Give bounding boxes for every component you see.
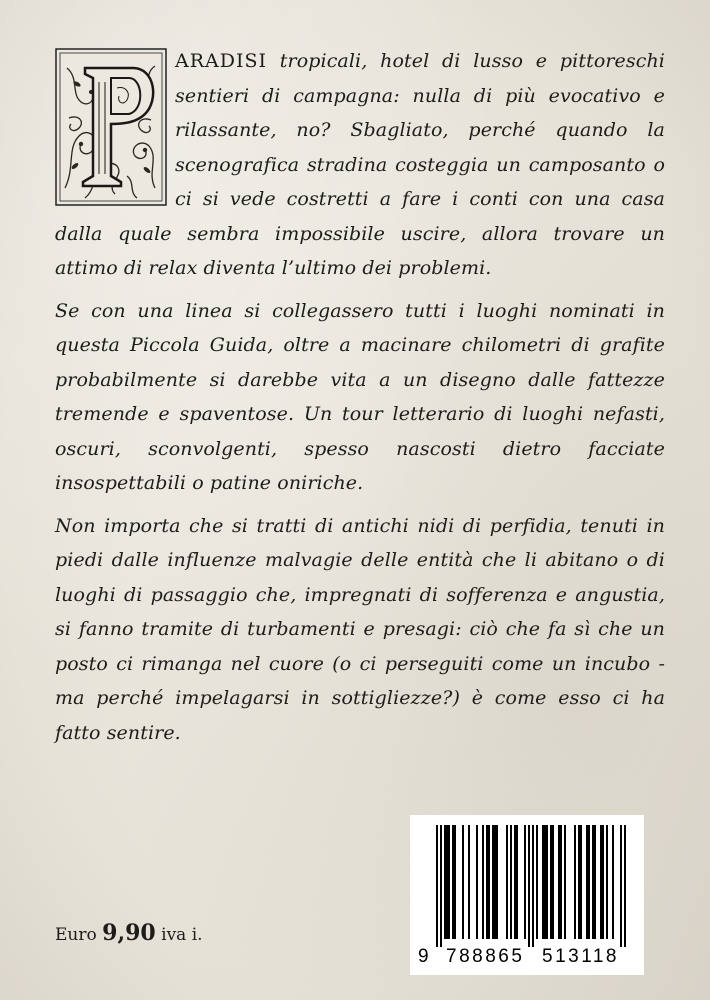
ornate-p-icon — [55, 48, 167, 206]
blurb-text — [55, 44, 665, 758]
barcode-bar — [532, 825, 534, 947]
barcode-bar — [482, 825, 484, 939]
opening-word: ARADISI — [175, 50, 268, 72]
barcode-bar — [516, 825, 518, 939]
barcode-bar — [444, 825, 446, 939]
paragraph-1 — [55, 44, 665, 286]
barcode-bar — [510, 825, 512, 939]
barcode-bar — [454, 825, 456, 939]
barcode-bar — [552, 825, 554, 939]
price-suffix: iva i. — [161, 925, 203, 945]
barcode-bar — [468, 825, 470, 939]
barcode-bar — [550, 825, 552, 939]
barcode-bar — [462, 825, 464, 939]
barcode-bar — [620, 825, 622, 947]
barcode-bar — [528, 825, 530, 947]
barcode-bar — [600, 825, 602, 939]
barcode-bar — [592, 825, 594, 939]
barcode-bar — [506, 825, 508, 939]
barcode-bar — [606, 825, 608, 939]
barcode-bar — [446, 825, 448, 939]
price-prefix: Euro — [55, 925, 97, 945]
barcode-bar — [624, 825, 626, 947]
barcode-bar — [546, 825, 548, 939]
barcode-bar — [476, 825, 478, 939]
barcode-bar — [494, 825, 496, 939]
barcode-bar — [602, 825, 604, 939]
isbn-barcode — [410, 815, 644, 975]
barcode-bar — [486, 825, 488, 939]
price-label — [55, 920, 203, 946]
barcode-bar — [524, 825, 526, 939]
price-amount: 9,90 — [102, 920, 156, 946]
paragraph-3: Non importa che si tratti di antichi nidi di perfidia, tenuti in piedi dalle influenze malvagie delle entità che li abitano o di luoghi di passaggio che, impregnati di sofferenza e angustia, si fanno tramite di turbamenti e presagi: ciò che fa sì che un posto ci rimanga nel cuore (o ci perseguiti come un incubo - ma perché impelagarsi in sottigliezze?) è come esso ci ha fatto sentire. — [55, 514, 665, 744]
barcode-bar — [586, 825, 588, 939]
drop-cap-initial — [55, 48, 167, 206]
barcode-bar — [536, 825, 538, 939]
barcode-bar — [574, 825, 576, 939]
barcode-bar — [436, 825, 438, 947]
barcode-digits — [410, 946, 644, 970]
barcode-bar — [440, 825, 442, 947]
barcode-bar — [448, 825, 450, 939]
barcode-bar — [514, 825, 516, 939]
barcode-bar — [588, 825, 590, 939]
paragraph-2: Se con una linea si collegassero tutti i luoghi nominati in questa Piccola Guida, oltre a macinare chilometri di grafite probabilmente si darebbe vita a un disegno dalle fattezze tremende e spaventose. Un tour letterario di luoghi nefasti, oscuri, sconvolgenti, spesso nascosti dietro facciate insospettabili o patine oniriche. — [55, 299, 665, 494]
barcode-bars — [410, 815, 644, 947]
barcode-bar — [564, 825, 566, 939]
barcode-left-group: 788865 — [446, 946, 525, 967]
barcode-first-digit: 9 — [418, 946, 429, 967]
barcode-bar — [578, 825, 580, 939]
barcode-bar — [612, 825, 614, 939]
paragraph-1-text: tropicali, hotel di lusso e pittoreschi sentieri di campagna: nulla di più evocativo e rilassante, no? Sbagliato, perché quando la scenografica stradina costeggia un camposanto o ci si vede costretti a fare i conti con una casa dalla quale sembra impossibile uscire, allora trovare un attimo di relax diventa l’ultimo dei problemi. — [55, 50, 665, 279]
barcode-bar — [492, 825, 494, 939]
barcode-bar — [452, 825, 454, 939]
barcode-bar — [558, 825, 560, 939]
barcode-bar — [542, 825, 544, 939]
barcode-bar — [580, 825, 582, 939]
barcode-bar — [496, 825, 498, 939]
barcode-bar — [594, 825, 596, 939]
barcode-bar — [544, 825, 546, 939]
barcode-bar — [488, 825, 490, 939]
barcode-right-group: 513118 — [542, 946, 619, 967]
barcode-bar — [560, 825, 562, 939]
